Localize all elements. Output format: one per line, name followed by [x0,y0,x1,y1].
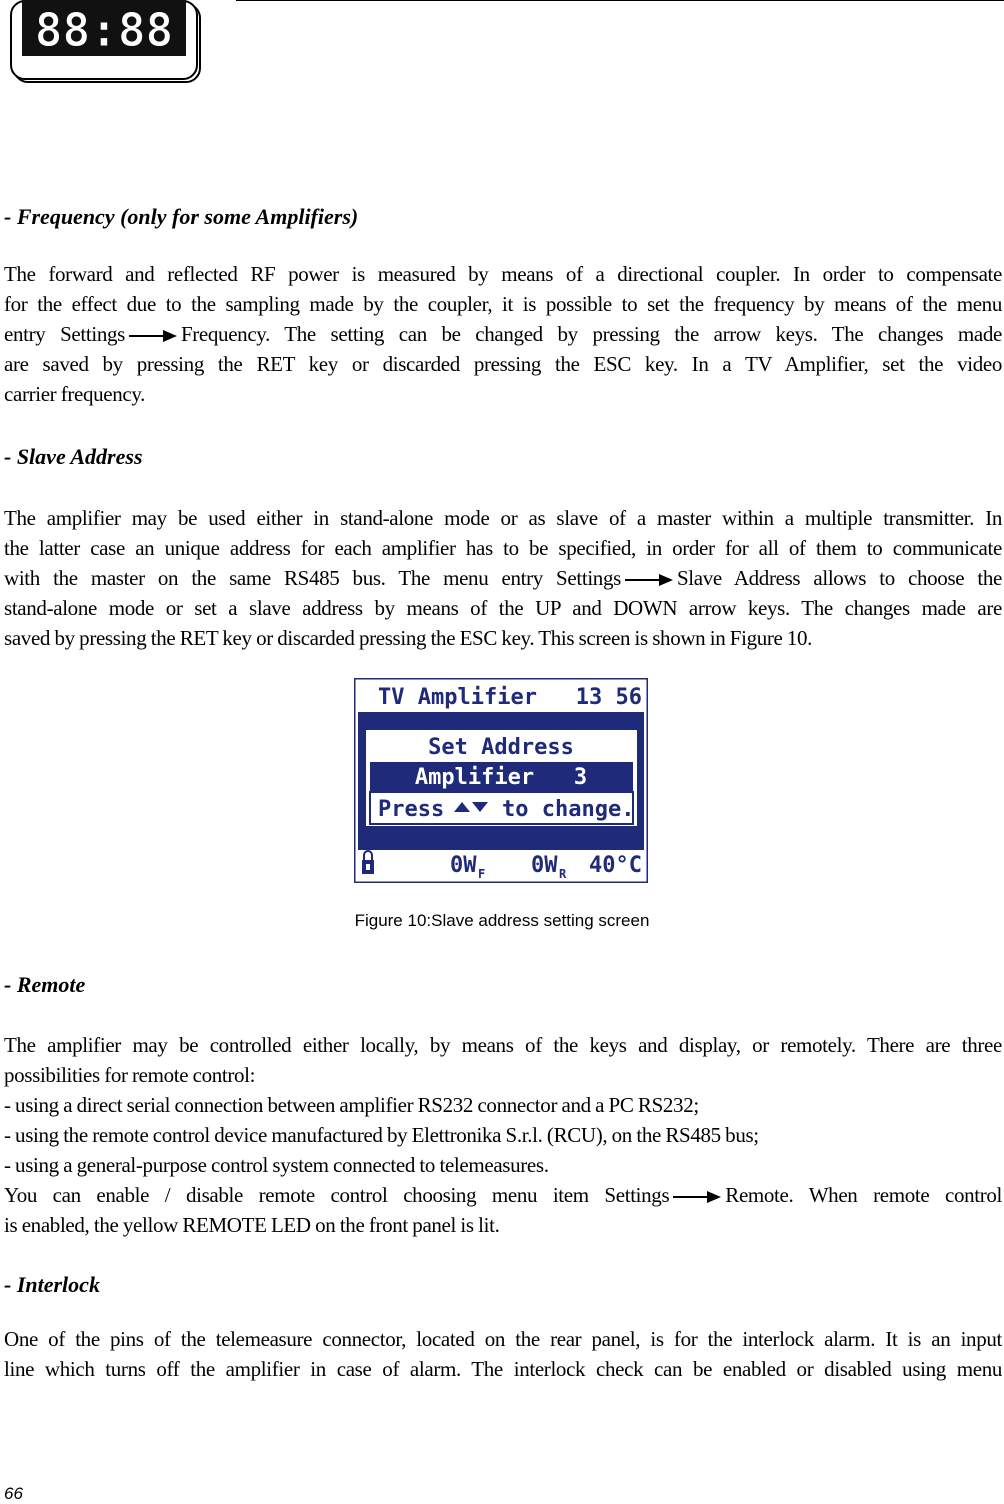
lcd-selected-value: Amplifier 3 [414,765,588,790]
heading-interlock: - Interlock [4,1272,100,1297]
lcd-hint-prefix: Press [378,797,445,822]
text-line: - using a direct serial connection between amplifier RS232 connector and a PC RS232; [4,1093,699,1117]
lcd-reflected-power: 0W [531,853,558,878]
text-segment: Slave Address allows to choose the [676,566,1002,590]
lcd-forward-sub: F [478,867,486,881]
text-line: possibilities for remote control: [4,1063,256,1087]
text-line: One of the pins of the telemeasure connector, located on the rear panel, is for the interlock alarm. It is an input [4,1327,1002,1351]
clock-logo [10,0,203,86]
text-line: stand-alone mode or set a slave address by means of the UP and DOWN arrow keys. The changes made are [4,596,1002,620]
figure-caption: Figure 10:Slave address setting screen [354,911,650,930]
paragraph-frequency [4,259,1002,409]
text-line: The amplifier may be used either in stand-alone mode or as slave of a master within a multiple transmitter. In [4,506,1002,530]
text-line: is enabled, the yellow REMOTE LED on the front panel is lit. [4,1213,500,1237]
text-line [4,1180,1002,1210]
arrow-right-icon [673,1191,721,1203]
text-line: line which turns off the amplifier in case of alarm. The interlock check can be enabled or disabled using menu [4,1357,1002,1381]
lcd-title: TV Amplifier [378,685,537,710]
text-segment: entry Settings [4,322,125,346]
paragraph-remote [4,1030,1002,1240]
heading-frequency: - Frequency (only for some Amplifiers) [4,204,359,229]
text-segment: You can enable / disable remote control choosing menu item Settings [4,1183,670,1207]
lcd-reflected-sub: R [559,867,567,881]
paragraph-interlock [4,1324,1002,1384]
text-segment: Frequency. The setting can be changed by pressing the arrow keys. The changes made [180,322,1002,346]
text-line [4,563,1002,593]
text-line: The forward and reflected RF power is measured by means of a directional coupler. In order to compensate [4,262,1002,286]
heading-slave-address: - Slave Address [4,444,143,469]
text-segment: Remote. When remote control [725,1183,1003,1207]
text-segment: with the master on the same RS485 bus. The menu entry Settings [4,566,621,590]
text-line: the latter case an unique address for each amplifier has to be specified, in order for all of them to communicate [4,536,1002,560]
arrow-right-icon [625,574,673,586]
text-line: are saved by pressing the RET key or discarded pressing the ESC key. In a TV Amplifier, set the video [4,352,1002,376]
lcd-forward-power: 0W [450,853,477,878]
clock-digits: 88:88 [34,3,174,57]
arrow-right-icon [129,330,177,342]
header-rule [236,0,1004,1]
lcd-dialog-title: Set Address [428,735,574,760]
text-line: - using a general-purpose control system connected to telemeasures. [4,1153,549,1177]
text-line: carrier frequency. [4,382,146,406]
lcd-hint-suffix: to change. [502,797,635,822]
text-line: for the effect due to the sampling made by the coupler, it is possible to set the frequency by means of the menu [4,292,1002,316]
text-line: saved by pressing the RET key or discarded pressing the ESC key. This screen is shown in Figure 10. [4,626,813,650]
lcd-screen-figure [354,678,648,883]
heading-remote: - Remote [4,972,86,997]
lcd-clock: 13 56 [575,685,642,710]
paragraph-slave-address [4,503,1002,653]
text-line [4,319,1002,349]
text-line: - using the remote control device manufactured by Elettronika S.r.l. (RCU), on the RS485 bus; [4,1123,759,1147]
page-number: 66 [4,1484,23,1503]
lcd-temperature: 40°C [589,853,642,878]
text-line: The amplifier may be controlled either locally, by means of the keys and display, or remotely. There are three [4,1033,1002,1057]
